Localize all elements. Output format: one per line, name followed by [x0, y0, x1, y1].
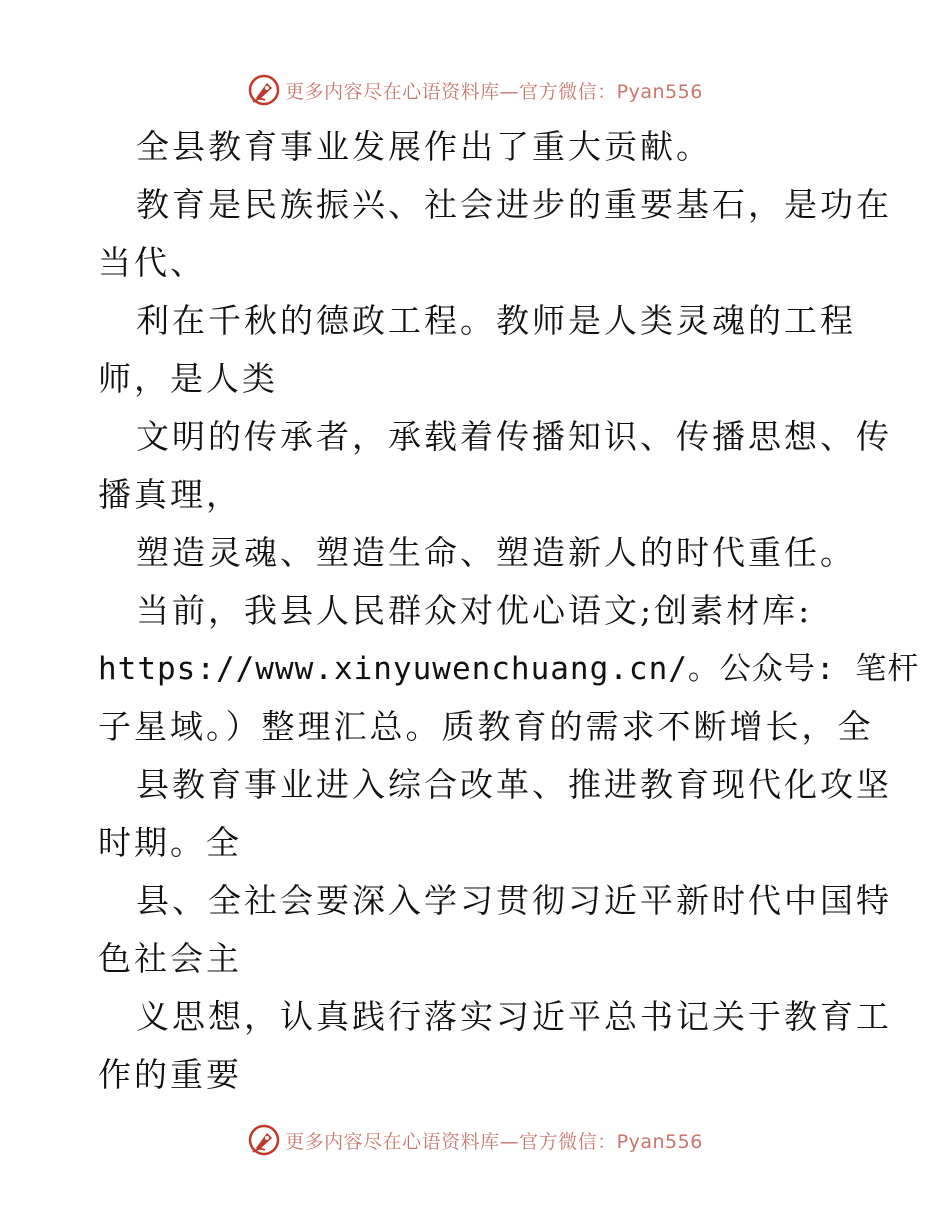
body-line: 全县教育事业发展作出了重大贡献。: [136, 127, 712, 166]
body-line-url: https://www.xinyuwenchuang.cn/。公众号: 笔杆: [98, 651, 920, 687]
body-line: 作的重要: [98, 1055, 242, 1094]
body-line: 教育是民族振兴、社会进步的重要基石，是功在: [136, 185, 892, 224]
body-line: 当前，我县人民群众对优心语文;创素材库:: [136, 591, 813, 630]
body-line: 县、全社会要深入学习贯彻习近平新时代中国特: [136, 881, 892, 920]
pen-nib-logo-icon: [247, 1123, 281, 1157]
body-line: 文明的传承者，承载着传播知识、传播思想、传: [136, 417, 892, 456]
footer-watermark-banner: [0, 1120, 950, 1160]
body-line: 师，是人类: [98, 359, 278, 398]
pen-nib-logo-icon: [247, 73, 281, 107]
body-line: 色社会主: [98, 939, 242, 978]
footer-watermark-text: 更多内容尽在心语资料库—官方微信：Pyan556: [285, 1130, 703, 1153]
header-watermark-banner: [0, 70, 950, 110]
body-line: 义思想，认真践行落实习近平总书记关于教育工: [136, 997, 892, 1036]
body-line: 利在千秋的德政工程。教师是人类灵魂的工程: [136, 301, 856, 340]
body-line: 塑造灵魂、塑造生命、塑造新人的时代重任。: [136, 533, 856, 572]
body-line: 当代、: [98, 243, 206, 282]
body-line: 时期。全: [98, 823, 242, 862]
header-watermark-text: 更多内容尽在心语资料库—官方微信：Pyan556: [285, 80, 703, 103]
body-line: 播真理，: [98, 475, 242, 514]
document-body: [98, 118, 920, 1104]
body-line: 县教育事业进入综合改革、推进教育现代化攻坚: [136, 765, 892, 804]
body-line: 子星域。）整理汇总。质教育的需求不断增长，全: [98, 707, 874, 746]
